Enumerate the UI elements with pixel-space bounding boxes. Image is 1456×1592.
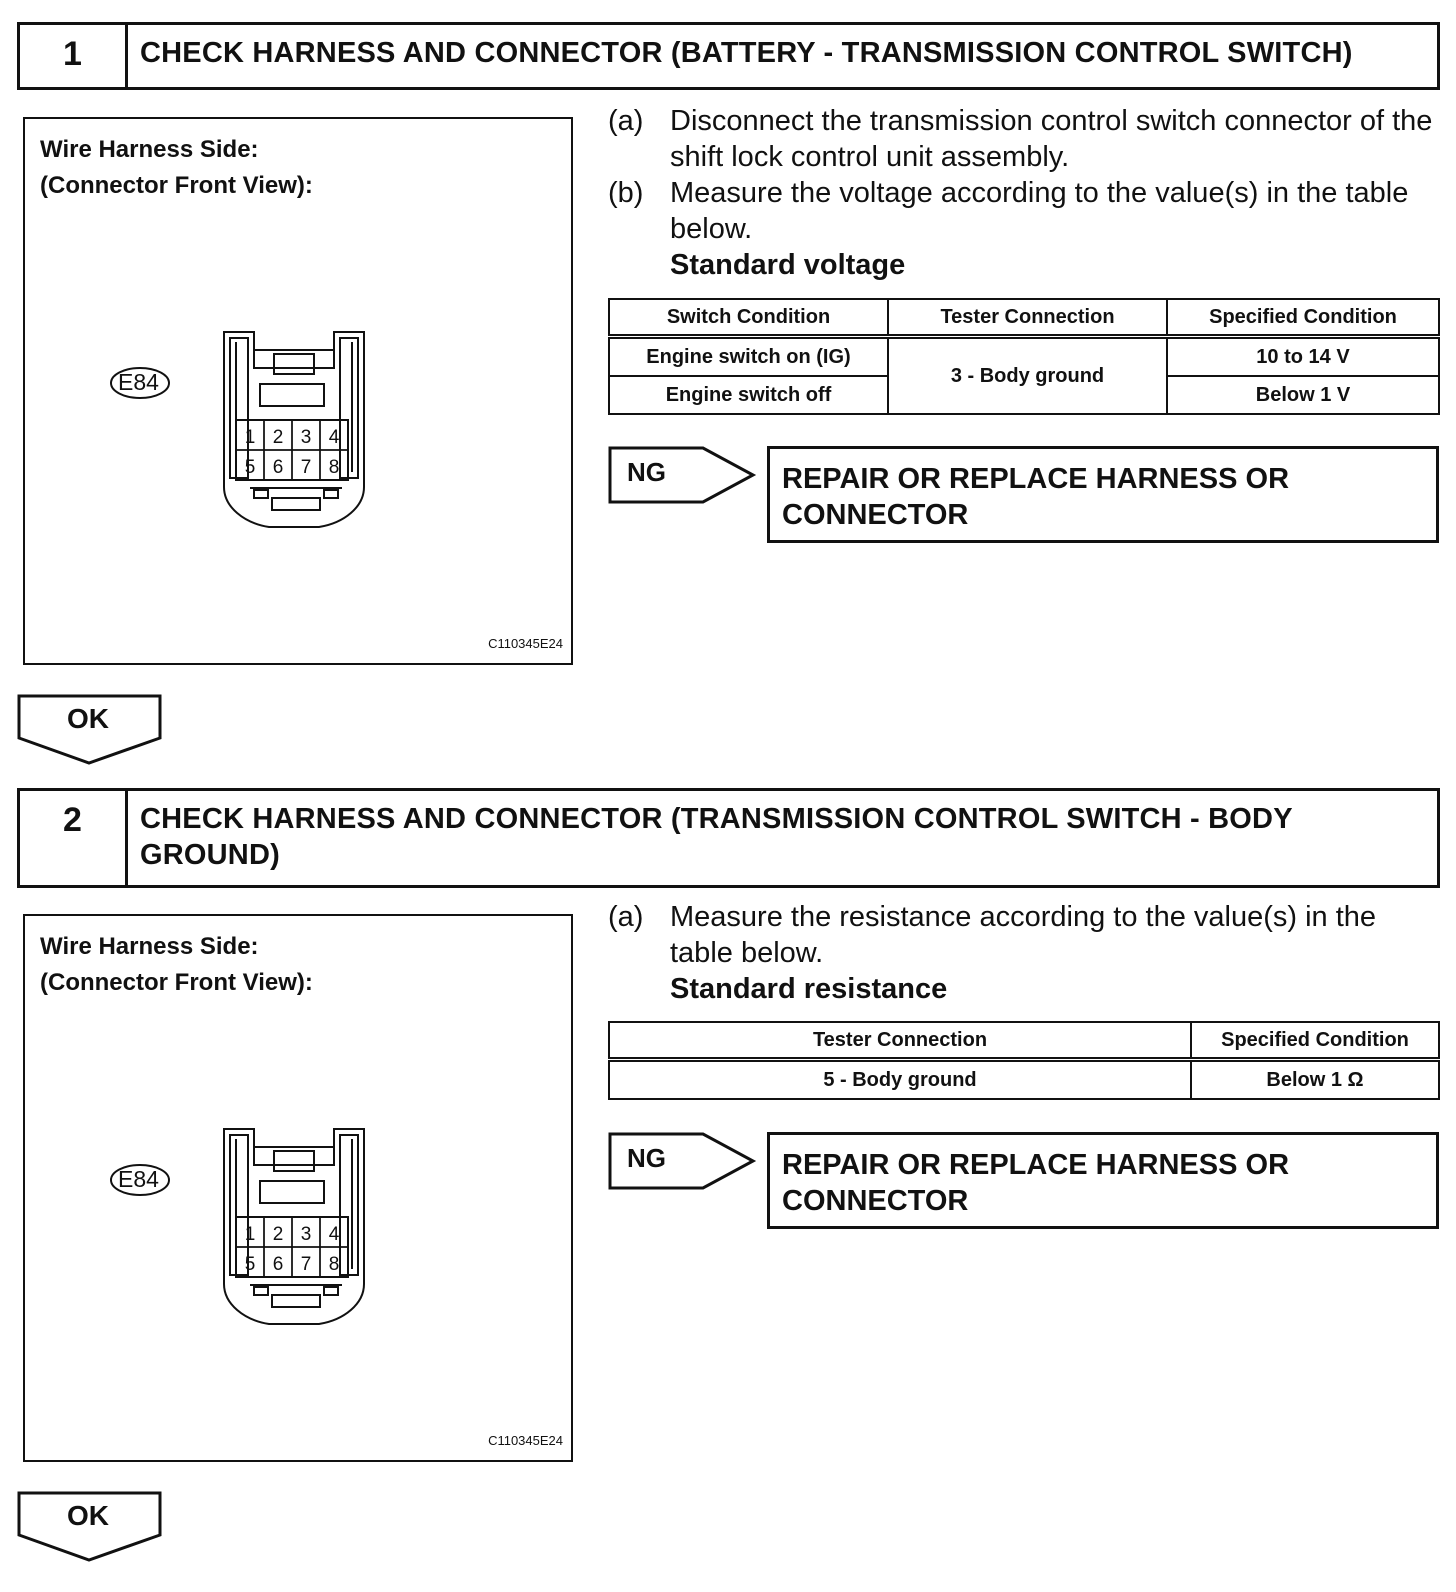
figure-label-line1: Wire Harness Side: xyxy=(40,933,259,960)
table-row xyxy=(609,1060,1439,1100)
instruction-label: (a) xyxy=(608,901,644,933)
step-2-instructions xyxy=(608,899,1438,1007)
instruction-text: Disconnect the transmission control switch connector of the shift lock control unit assembly. xyxy=(670,105,1433,173)
instruction-item xyxy=(608,103,1438,175)
step-1-spec-table xyxy=(608,298,1440,415)
pin-label: 8 xyxy=(328,457,340,478)
step-2-spec-table xyxy=(608,1021,1440,1100)
table-cell: 3 - Body ground xyxy=(888,337,1167,415)
connector-id-badge xyxy=(109,366,171,406)
step-2-title: CHECK HARNESS AND CONNECTOR (TRANSMISSION CONTROL SWITCH - BODY GROUND) xyxy=(140,803,1293,871)
step-2-connector-figure xyxy=(23,914,573,1462)
connector-id-badge xyxy=(109,1163,171,1203)
figure-code: C110345E24 xyxy=(488,636,563,651)
connector-front-view-icon xyxy=(216,328,376,538)
step-1-instructions xyxy=(608,103,1438,283)
standard-label: Standard voltage xyxy=(670,249,906,281)
table-header: Specified Condition xyxy=(1191,1022,1439,1060)
ok-label: OK xyxy=(67,1500,109,1531)
table-cell: Engine switch on (IG) xyxy=(609,337,888,377)
instruction-item xyxy=(608,899,1438,971)
pin-label: 3 xyxy=(300,1224,312,1245)
pin-label: 6 xyxy=(272,1254,284,1275)
pin-label: 7 xyxy=(300,1254,312,1275)
instruction-text: Measure the resistance according to the value(s) in the table below. xyxy=(670,901,1377,969)
table-cell: Below 1 V xyxy=(1167,376,1439,414)
ng-result-box: REPAIR OR REPLACE HARNESS OR CONNECTOR xyxy=(767,446,1439,543)
figure-label-line2: (Connector Front View): xyxy=(40,172,313,199)
table-cell: Below 1 Ω xyxy=(1191,1060,1439,1100)
pin-label: 5 xyxy=(244,1254,256,1275)
ng-label: NG xyxy=(627,457,666,487)
step-1-number: 1 xyxy=(20,25,128,87)
pin-label: 7 xyxy=(300,457,312,478)
table-header: Tester Connection xyxy=(888,299,1167,337)
pin-label: 4 xyxy=(328,427,340,448)
table-cell: 5 - Body ground xyxy=(609,1060,1191,1100)
pin-label: 2 xyxy=(272,427,284,448)
table-row xyxy=(609,337,1439,377)
table-header: Specified Condition xyxy=(1167,299,1439,337)
connector-front-view-icon xyxy=(216,1125,376,1335)
pin-label: 3 xyxy=(300,427,312,448)
table-header: Switch Condition xyxy=(609,299,888,337)
pin-label: 8 xyxy=(328,1254,340,1275)
instruction-item xyxy=(608,175,1438,247)
table-header: Tester Connection xyxy=(609,1022,1191,1060)
figure-label-line1: Wire Harness Side: xyxy=(40,136,259,163)
standard-label: Standard resistance xyxy=(670,973,948,1005)
pin-label: 2 xyxy=(272,1224,284,1245)
table-cell: 10 to 14 V xyxy=(1167,337,1439,377)
pin-label: 1 xyxy=(244,1224,256,1245)
instruction-label: (b) xyxy=(608,177,644,209)
connector-id-label: E84 xyxy=(118,1166,159,1192)
ng-label: NG xyxy=(627,1143,666,1173)
pin-label: 5 xyxy=(244,457,256,478)
step-1-header xyxy=(17,22,1440,90)
ng-result-box: REPAIR OR REPLACE HARNESS OR CONNECTOR xyxy=(767,1132,1439,1229)
figure-code: C110345E24 xyxy=(488,1433,563,1448)
pin-label: 6 xyxy=(272,457,284,478)
figure-label-line2: (Connector Front View): xyxy=(40,969,313,996)
pin-label: 1 xyxy=(244,427,256,448)
pin-label: 4 xyxy=(328,1224,340,1245)
step-2-number: 2 xyxy=(20,791,128,885)
ok-label: OK xyxy=(67,703,109,734)
step-1-title: CHECK HARNESS AND CONNECTOR (BATTERY - TRANSMISSION CONTROL SWITCH) xyxy=(140,37,1353,69)
instruction-label: (a) xyxy=(608,105,644,137)
step-2-header xyxy=(17,788,1440,888)
step-1-connector-figure xyxy=(23,117,573,665)
table-cell: Engine switch off xyxy=(609,376,888,414)
connector-id-label: E84 xyxy=(118,369,159,395)
instruction-text: Measure the voltage according to the value(s) in the table below. xyxy=(670,177,1409,245)
